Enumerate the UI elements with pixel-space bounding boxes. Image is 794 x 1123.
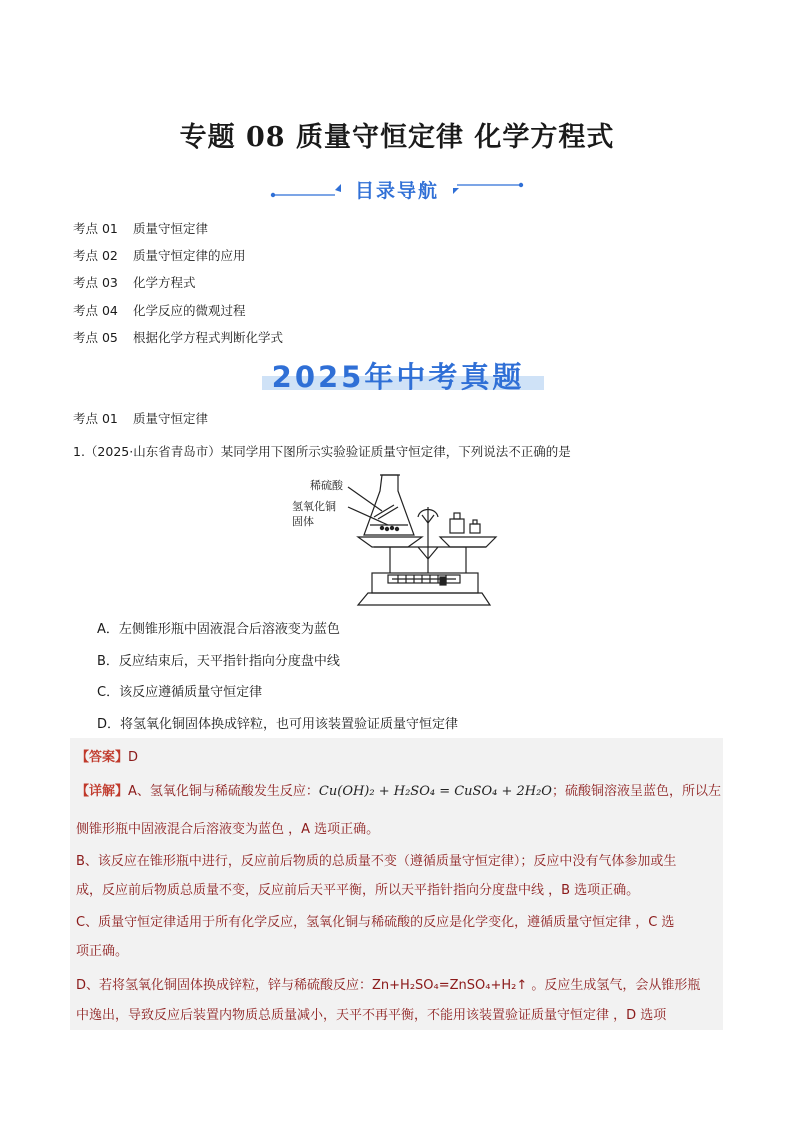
toc-item-label: 质量守恒定律的应用 [133,248,246,264]
year-banner [248,350,548,400]
toc-item[interactable] [73,273,723,300]
detail-line: 成，反应前后物质总质量不变，反应前后天平平衡，所以天平指针指向分度盘中线 ，B 选项正确。 [76,883,640,898]
toc-item-code: 考点 03 [73,275,118,291]
page-title: 专题 08 质量守恒定律 化学方程式 [179,122,615,153]
section-title: 质量守恒定律 [133,411,209,426]
section-label [73,409,208,427]
toc-item[interactable] [73,219,723,246]
toc-item-code: 考点 02 [73,248,118,264]
toc-item-code: 考点 04 [73,302,118,318]
detail-line: B、该反应在锥形瓶中进行，反应前后物质的总质量不变（遵循质量守恒定律）；反应中没有气体参加或生 [76,854,677,869]
section-code: 考点 01 [73,411,118,426]
label-solid: 固体 [292,515,314,528]
detail-line: 项正确。 [76,944,129,959]
answer-value: D [128,750,139,765]
detail-text: ；硫酸铜溶液呈蓝色，所以左 [551,784,721,799]
toc-item-label: 化学反应的微观过程 [133,302,246,318]
label-dilute-sulfuric-acid: 稀硫酸 [310,479,343,492]
toc-item[interactable] [73,246,723,273]
year-banner-text: 2025年中考真题 [271,360,525,394]
detail-tag: 【详解】 [76,784,129,799]
answer-line [76,746,138,765]
option-b[interactable]: B．反应结束后，天平指针指向分度盘中线 [97,653,340,669]
detail-line: C、质量守恒定律适用于所有化学反应，氢氧化铜与稀硫酸的反应是化学变化，遵循质量守恒定律 ，C 选 [76,915,675,930]
answer-tag: 【答案】 [76,750,129,765]
detail-text: A、氢氧化铜与稀硫酸发生反应： [128,784,319,799]
toc-item-label: 根据化学方程式判断化学式 [133,329,284,345]
answer-panel [70,738,723,1030]
balance-experiment-figure [290,467,505,612]
toc-item-code: 考点 05 [73,329,118,345]
option-d[interactable]: D．将氢氧化铜固体换成锌粒，也可用该装置验证质量守恒定律 [97,716,459,732]
detail-line: D、若将氢氧化铜固体换成锌粒，锌与稀硫酸反应：Zn+H₂SO₄=ZnSO₄+H₂↑ 。反应生成氢气，会从锥形瓶 [76,978,701,993]
toc-list [73,219,723,355]
question-stem: 1.（2025·山东省青岛市）某同学用下图所示实验验证质量守恒定律，下列说法不正确的是 [73,444,571,459]
detail-line: 侧锥形瓶中固液混合后溶液变为蓝色 ，A 选项正确。 [76,822,380,837]
toc-heading: 目录导航 [354,180,439,202]
option-list [97,618,717,744]
toc-item-code: 考点 01 [73,221,118,236]
reaction-formula: Cu(OH)₂ + H₂SO₄ = CuSO₄ + 2H₂O [318,784,552,799]
option-c[interactable]: C．该反应遵循质量守恒定律 [97,685,263,700]
toc-item[interactable] [73,301,723,328]
balance-diagram [290,467,505,612]
toc-heading-banner [257,172,537,206]
label-copper-hydroxide: 氢氧化铜 [292,500,336,513]
toc-item-label: 化学方程式 [133,275,196,291]
option-a[interactable]: A．左侧锥形瓶中固液混合后溶液变为蓝色 [97,622,340,637]
toc-item-label: 质量守恒定律 [133,221,209,236]
detail-line-1 [76,780,721,799]
detail-line: 中逸出，导致反应后装置内物质总质量减小，天平不再平衡，不能用该装置验证质量守恒定律 ，D 选项 [76,1008,667,1023]
